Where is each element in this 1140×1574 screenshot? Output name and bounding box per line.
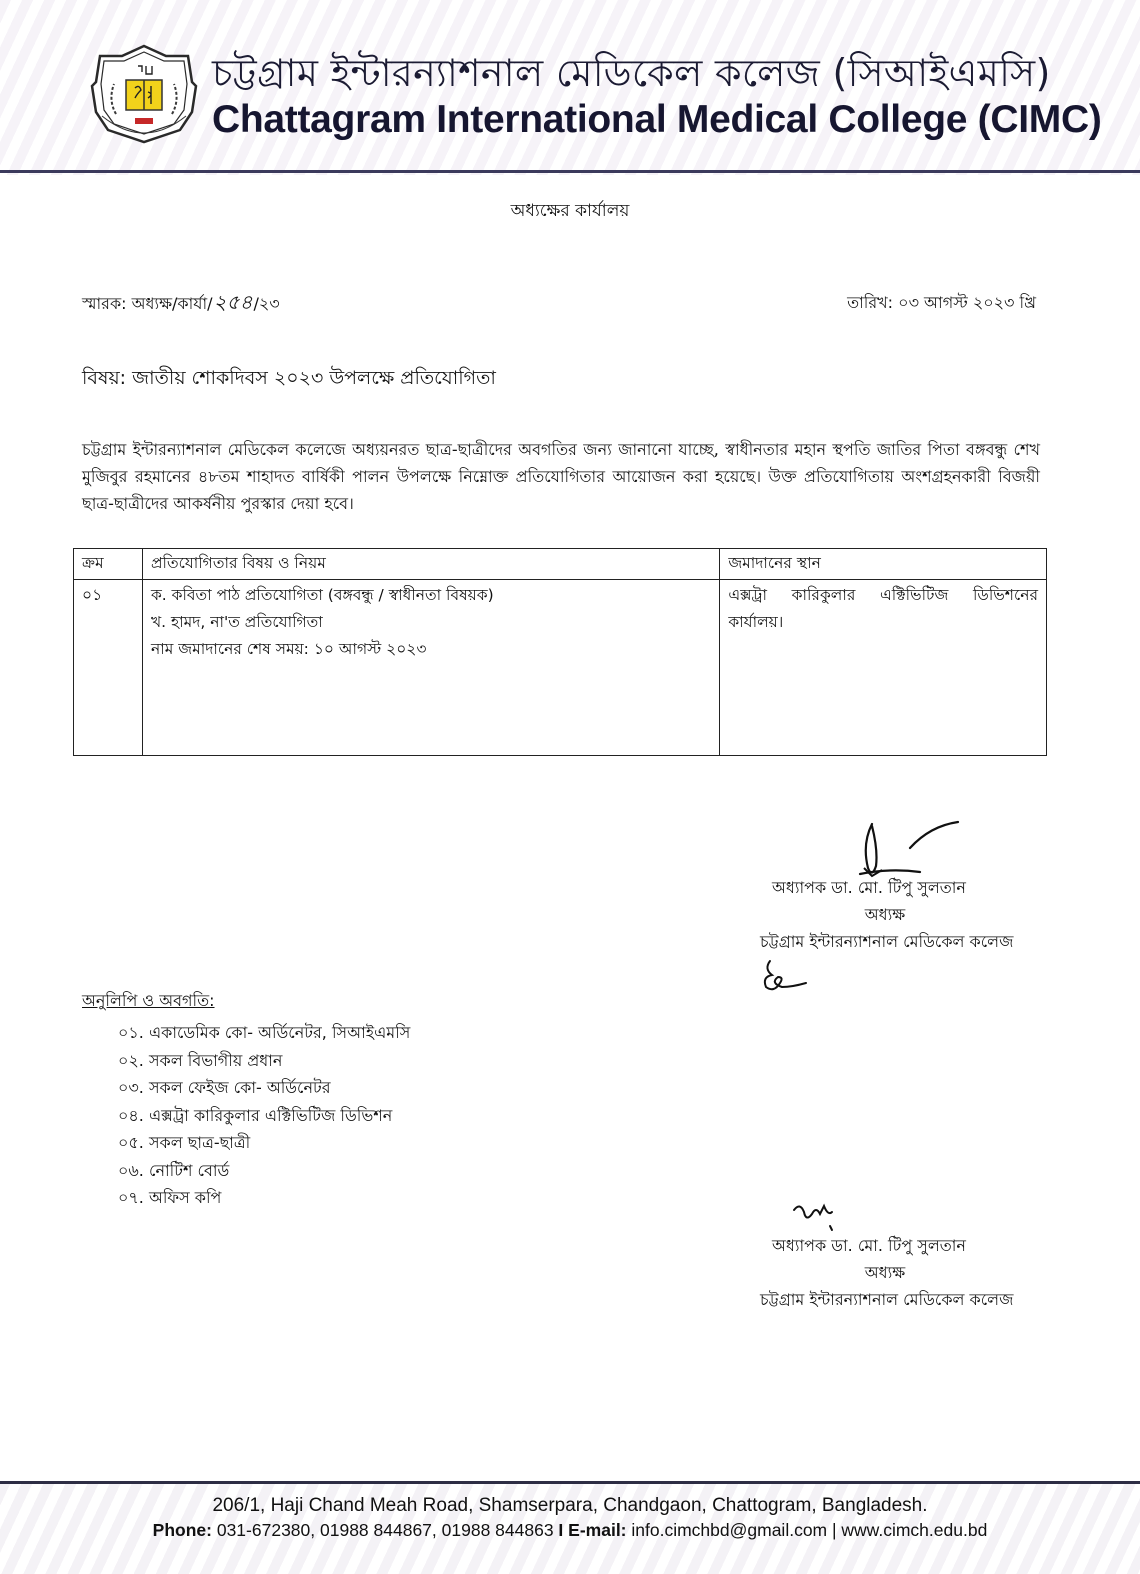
list-item: ০২. সকল বিভাগীয় প্রধান (118, 1050, 283, 1070)
footer-address: 206/1, Haji Chand Meah Road, Shamserpara, Chandgaon, Chattogram, Bangladesh. (212, 1495, 928, 1516)
memo-handwritten-number: ২৫৪ (213, 290, 253, 314)
list-item: ০৫. সকল ছাত্র-ছাত্রী (118, 1133, 251, 1152)
header-serial: ক্রম (74, 549, 143, 580)
cell-submission-place: এক্সট্রা কারিকুলার এক্টিভিটিজ ডিভিশনের কার্যালয়। (720, 580, 1047, 756)
letterhead-divider (0, 170, 1140, 173)
signatory-institution: চট্টগ্রাম ইন্টারন্যাশনাল মেডিকেল কলেজ (760, 932, 1014, 951)
header-topic-rules: প্রতিযোগিতার বিষয় ও নিয়ম (142, 549, 719, 580)
email-link[interactable]: info.cimchbd@gmail.com (626, 1520, 832, 1540)
separator: | (832, 1520, 837, 1540)
list-item: ০৬. নোটিশ বোর্ড (118, 1160, 230, 1180)
memo-reference (82, 288, 280, 321)
notice-date: তারিখ: ০৩ আগস্ট ২০২৩ খ্রি (847, 293, 1036, 312)
header-submission-place: জমাদানের স্থান (720, 549, 1047, 580)
topic-line: খ. হামদ, না'ত প্রতিযোগিতা (150, 613, 323, 631)
list-item: ০৭. অফিস কপি (118, 1188, 222, 1207)
footer-divider (0, 1481, 1140, 1484)
copy-to-section (82, 988, 410, 1212)
email-label: E-mail: (563, 1520, 627, 1540)
signatory-name: অধ্যাপক ডা. মো. টিপু সুলতান (772, 878, 966, 897)
college-name-bangla: চট্টগ্রাম ইন্টারন্যাশনাল মেডিকেল কলেজ (সিআইএমসি) (212, 51, 1051, 95)
signatory-block-1 (760, 874, 1050, 955)
college-name-english: Chattagram International Medical College (CIMC) (212, 98, 1102, 141)
memo-suffix: /২৩ (253, 294, 280, 313)
footer-contact (0, 1520, 1140, 1541)
memo-prefix: স্মারক: অধ্যক্ষ/কার্যা/ (82, 294, 213, 313)
office-heading: অধ্যক্ষের কার্যালয় (510, 201, 630, 221)
signatory-institution: চট্টগ্রাম ইন্টারন্যাশনাল মেডিকেল কলেজ (760, 1290, 1014, 1309)
website-link[interactable]: www.cimch.edu.bd (836, 1520, 988, 1540)
phone-label: Phone: (152, 1520, 212, 1540)
copy-to-list (82, 1019, 410, 1212)
competition-table (73, 548, 1047, 756)
signatory-designation: অধ্যক্ষ (864, 905, 906, 924)
notice-body: চট্টগ্রাম ইন্টারন্যাশনাল মেডিকেল কলেজে অধ্যয়নরত ছাত্র-ছাত্রীদের অবগতির জন্য জানানো যাচ্ছে, স্বাধীনতার মহান স্থপতি জাতির পিতা বঙ্গবন্ধু শেখ মুজিবুর রহমানের ৪৮তম শাহাদত বার্ষিকী পালন উপলক্ষে নিম্নোক্ত প্রতিযোগিতার আয়োজন করা হয়েছে। উক্ত প্রতিযোগিতায় অংশগ্রহনকারী বিজয়ী ছাত্র-ছাত্রীদের আকর্ষনীয় পুরস্কার দেয়া হবে। (82, 440, 1040, 513)
table-header-row (74, 549, 1047, 580)
separator: I (558, 1520, 564, 1540)
list-item: ০৩. সকল ফেইজ কো- অর্ডিনেটর (118, 1078, 331, 1097)
table-row (74, 580, 1047, 756)
phone-numbers: 031-672380, 01988 844867, 01988 844863 (211, 1520, 559, 1540)
topic-line: নাম জমাদানের শেষ সময়: ১০ আগস্ট ২০২৩ (150, 640, 427, 658)
principal-signature-2 (790, 1200, 840, 1234)
signatory-block-2 (760, 1232, 1050, 1313)
notice-subject: বিষয়: জাতীয় শোকদিবস ২০২৩ উপলক্ষে প্রতিযোগিতা (82, 367, 496, 389)
signatory-name: অধ্যাপক ডা. মো. টিপু সুলতান (772, 1236, 966, 1255)
college-crest-logo (88, 42, 200, 146)
signatory-designation: অধ্যক্ষ (864, 1263, 906, 1282)
copy-to-title: অনুলিপি ও অবগতি: (82, 991, 215, 1010)
cell-serial: ০১ (74, 580, 143, 756)
topic-line: ক. কবিতা পাঠ প্রতিযোগিতা (বঙ্গবন্ধু / স্বাধীনতা বিষয়ক) (150, 586, 494, 604)
list-item: ০৪. এক্সট্রা কারিকুলার এক্টিভিটিজ ডিভিশন (118, 1105, 393, 1125)
initials-signature (760, 957, 810, 997)
cell-topic (142, 580, 719, 756)
list-item: ০১. একাডেমিক কো- অর্ডিনেটর, সিআইএমসি (118, 1023, 411, 1042)
